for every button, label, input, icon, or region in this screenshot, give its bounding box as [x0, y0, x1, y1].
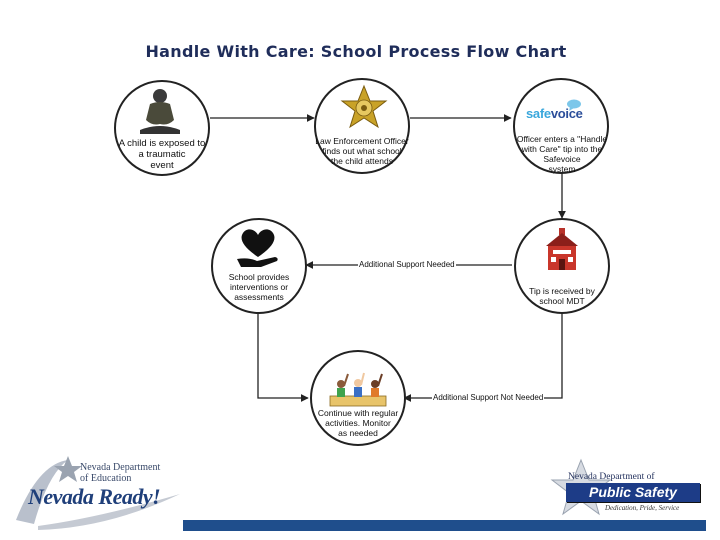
heart-in-hand-icon	[235, 227, 281, 271]
node-interventions-text: School provides interventions or assessments	[228, 272, 290, 302]
safevoice-logo: safevoice	[526, 106, 583, 121]
edge-mdt-to-continue	[404, 312, 562, 398]
edge-interventions-to-continue	[258, 310, 308, 398]
node-officer-text: Law Enforcement Officer finds out what school the child attends	[315, 136, 409, 166]
schoolhouse-icon	[544, 228, 580, 272]
page-title: Handle With Care: School Process Flow Chart	[145, 42, 567, 61]
dps-public-safety: Public Safety	[566, 483, 700, 502]
nevada-ready-logo: Nevada Ready!	[28, 484, 161, 509]
node-child-text: A child is exposed to a traumatic event	[118, 138, 206, 171]
node-mdt-text: Tip is received by school MDT	[529, 286, 595, 306]
edge-label-support-not-needed: Additional Support Not Needed	[433, 393, 544, 402]
child-silhouette-icon	[130, 86, 190, 136]
footer-bar	[183, 520, 706, 531]
edge-label-support-needed: Additional Support Needed	[359, 260, 455, 269]
sheriff-badge-icon	[339, 84, 389, 134]
students-raising-hands-icon	[328, 372, 388, 408]
dps-dept-name: Nevada Department of	[568, 472, 655, 482]
dps-motto: Dedication, Pride, Service	[605, 504, 680, 512]
node-continue-text: Continue with regular activities. Monitor as needed	[317, 408, 399, 438]
nde-name: Nevada Department of Education	[80, 462, 161, 484]
node-safevoice-text: Officer enters a "Handle with Care" tip into the Safevoice system	[516, 134, 608, 174]
